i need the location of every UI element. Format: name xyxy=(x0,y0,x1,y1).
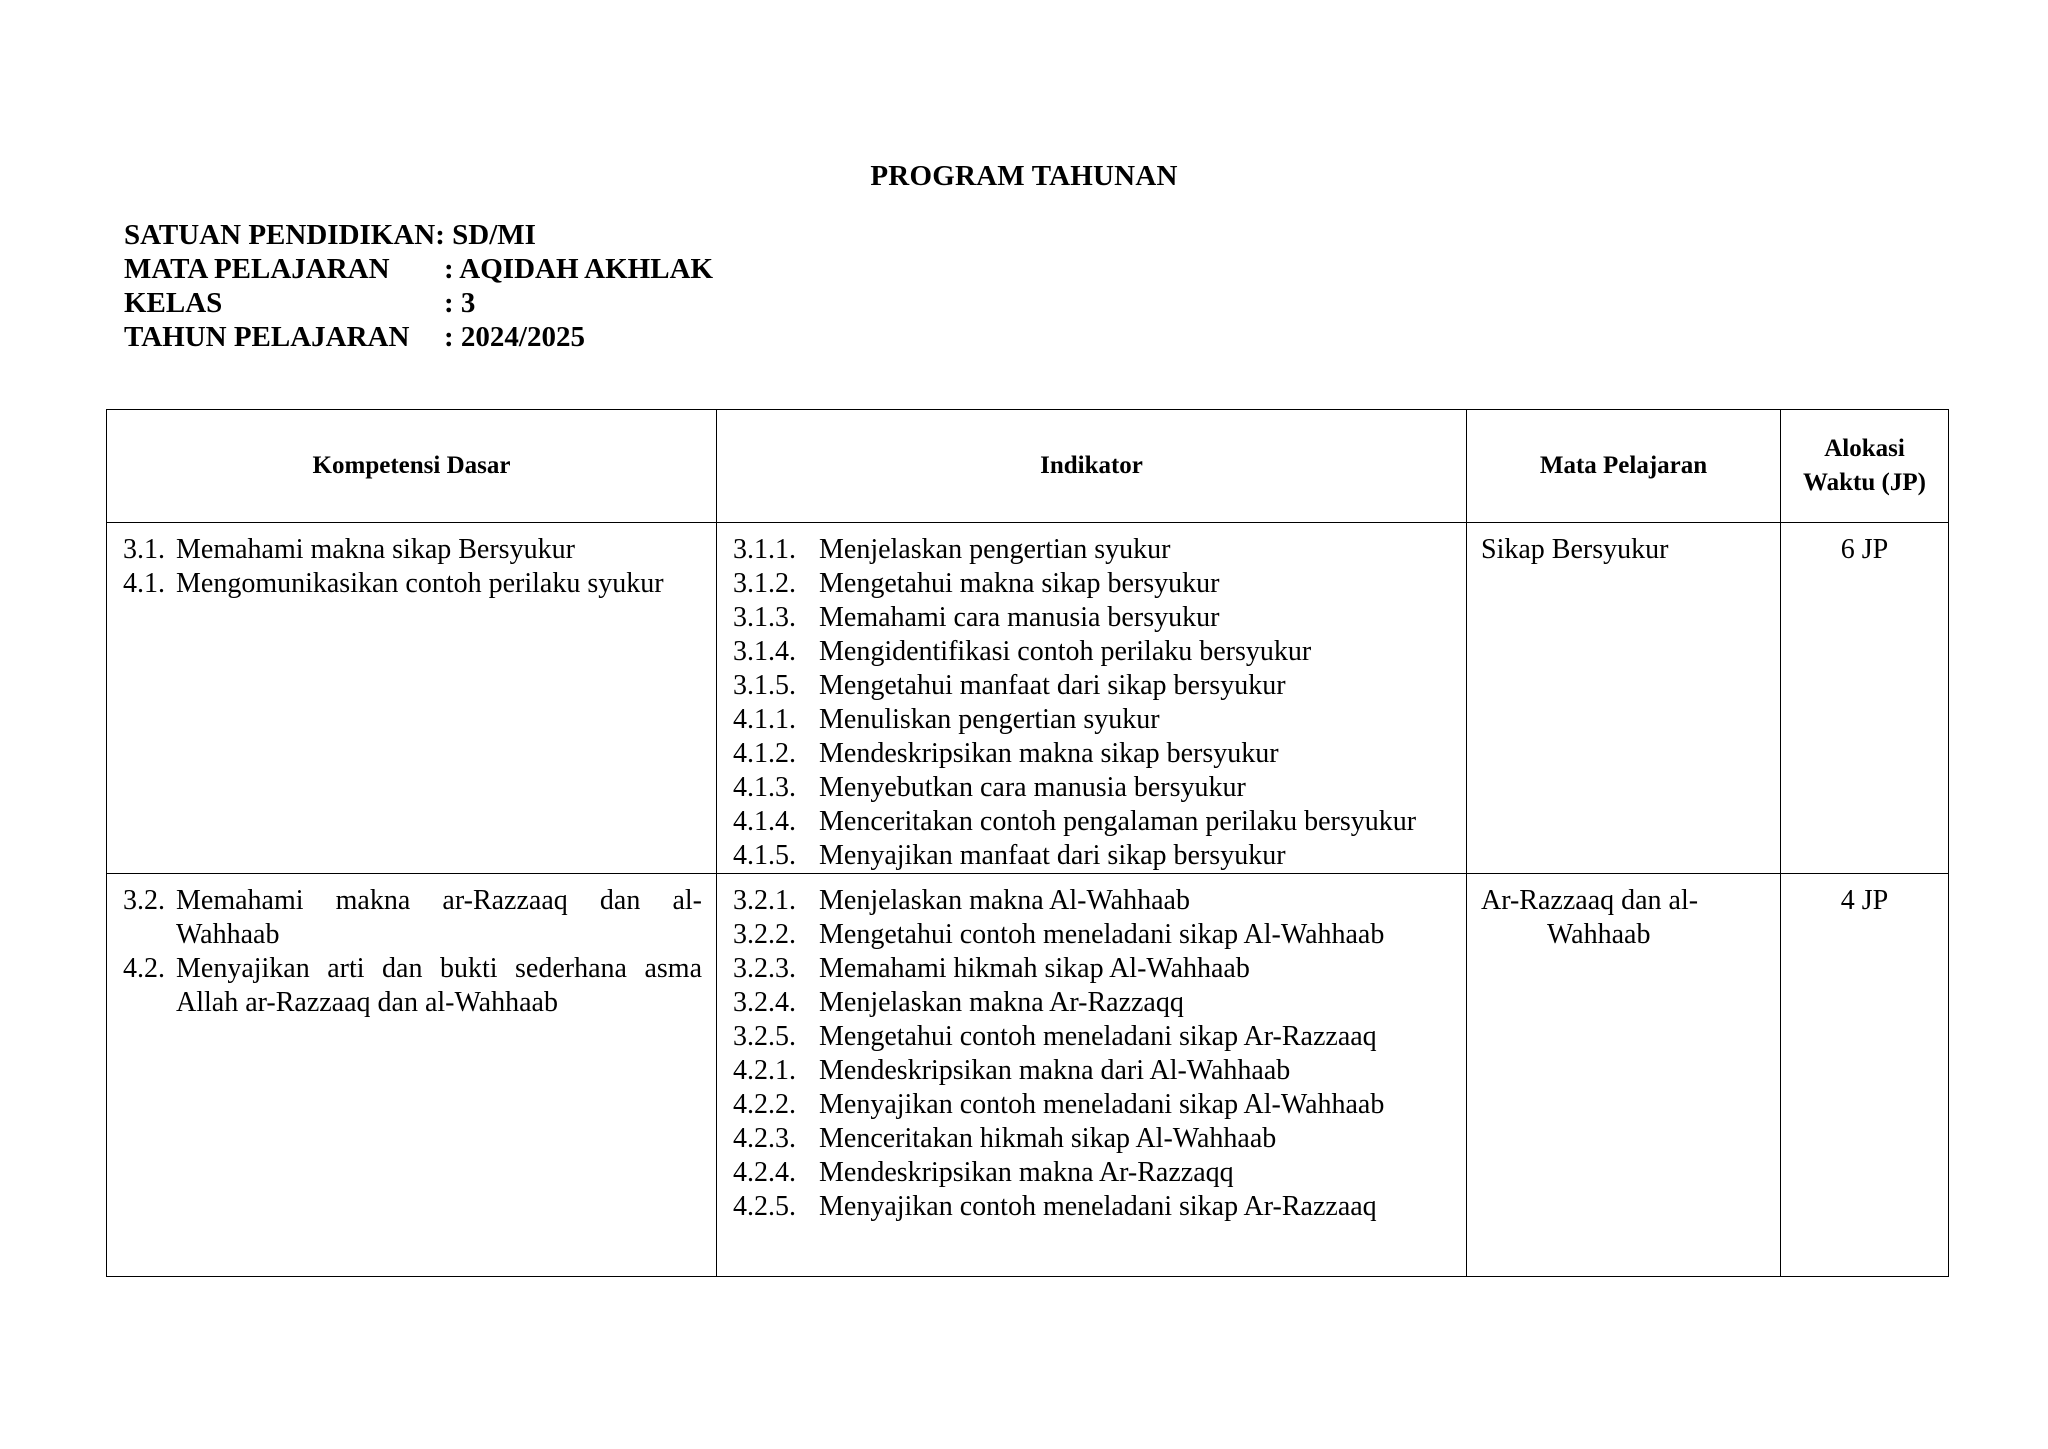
indikator-item xyxy=(733,805,1456,839)
indikator-item xyxy=(733,1088,1456,1122)
document-meta xyxy=(124,218,713,354)
meta-row-mapel xyxy=(124,252,713,286)
indikator-item xyxy=(733,1054,1456,1088)
indikator-number: 4.2.2. xyxy=(733,1089,796,1120)
meta-label-kelas: KELAS xyxy=(124,287,223,319)
table-row xyxy=(107,874,1949,1277)
mata-pelajaran-cell xyxy=(1467,874,1781,1277)
kd-item xyxy=(123,567,702,601)
meta-value-mapel: : AQIDAH AKHLAK xyxy=(444,253,714,285)
kd-text: Memahami makna ar-Razzaaq dan al-Wahhaab xyxy=(176,885,702,950)
mata-pelajaran-cell xyxy=(1467,523,1781,874)
kd-number: 4.1. xyxy=(123,568,165,599)
indikator-text: Menyajikan contoh meneladani sikap Ar-Razzaaq xyxy=(819,1191,1377,1222)
indikator-number: 4.1.5. xyxy=(733,840,796,871)
kd-number: 3.2. xyxy=(123,885,165,916)
indikator-item xyxy=(733,533,1456,567)
indikator-text: Mengetahui makna sikap bersyukur xyxy=(819,568,1220,599)
indikator-number: 3.1.3. xyxy=(733,602,796,633)
kd-item xyxy=(123,533,702,567)
meta-value-satuan: : SD/MI xyxy=(435,219,536,251)
indikator-text: Menjelaskan makna Al-Wahhaab xyxy=(819,885,1190,916)
alokasi-waktu-cell: 4 JP xyxy=(1781,874,1949,1277)
indikator-item xyxy=(733,737,1456,771)
indikator-text: Menuliskan pengertian syukur xyxy=(819,704,1160,735)
indikator-cell xyxy=(717,874,1467,1277)
kd-cell xyxy=(107,523,717,874)
kd-text: Memahami makna sikap Bersyukur xyxy=(176,534,575,565)
indikator-text: Mengetahui manfaat dari sikap bersyukur xyxy=(819,670,1286,701)
indikator-number: 3.1.4. xyxy=(733,636,796,667)
header-kompetensi-dasar: Kompetensi Dasar xyxy=(107,410,717,523)
indikator-number: 4.2.1. xyxy=(733,1055,796,1086)
indikator-item xyxy=(733,952,1456,986)
indikator-text: Mendeskripsikan makna sikap bersyukur xyxy=(819,738,1279,769)
header-indikator: Indikator xyxy=(717,410,1467,523)
indikator-item xyxy=(733,703,1456,737)
kd-item xyxy=(123,952,702,1020)
header-mata-pelajaran: Mata Pelajaran xyxy=(1467,410,1781,523)
indikator-text: Memahami cara manusia bersyukur xyxy=(819,602,1220,633)
indikator-number: 4.1.4. xyxy=(733,806,796,837)
indikator-number: 3.1.2. xyxy=(733,568,796,599)
indikator-text: Menceritakan contoh pengalaman perilaku bersyukur xyxy=(819,806,1417,837)
indikator-text: Menyebutkan cara manusia bersyukur xyxy=(819,772,1246,803)
meta-label-tahun: TAHUN PELAJARAN xyxy=(124,321,410,353)
indikator-item xyxy=(733,567,1456,601)
indikator-item xyxy=(733,1190,1456,1224)
indikator-number: 3.2.1. xyxy=(733,885,796,916)
meta-row-kelas xyxy=(124,286,713,320)
kd-item xyxy=(123,884,702,952)
kd-cell xyxy=(107,874,717,1277)
indikator-text: Memahami hikmah sikap Al-Wahhaab xyxy=(819,953,1250,984)
indikator-number: 4.2.5. xyxy=(733,1191,796,1222)
indikator-text: Mendeskripsikan makna dari Al-Wahhaab xyxy=(819,1055,1291,1086)
meta-label-satuan: SATUAN PENDIDIKAN xyxy=(124,219,436,251)
table-header-row xyxy=(107,410,1949,523)
meta-value-kelas: : 3 xyxy=(444,287,476,319)
alokasi-waktu-cell: 6 JP xyxy=(1781,523,1949,874)
mata-pelajaran-line2: Wahhaab xyxy=(1547,919,1651,950)
kd-number: 4.2. xyxy=(123,953,165,984)
indikator-text: Mendeskripsikan makna Ar-Razzaqq xyxy=(819,1157,1234,1188)
indikator-number: 3.2.5. xyxy=(733,1021,796,1052)
meta-row-satuan xyxy=(124,218,713,252)
indikator-number: 3.2.3. xyxy=(733,953,796,984)
meta-value-tahun: : 2024/2025 xyxy=(444,321,585,353)
indikator-item xyxy=(733,839,1456,873)
indikator-item xyxy=(733,601,1456,635)
kd-number: 3.1. xyxy=(123,534,165,565)
table-row xyxy=(107,523,1949,874)
header-alokasi-line1: Alokasi xyxy=(1824,435,1905,462)
indikator-item xyxy=(733,771,1456,805)
indikator-text: Menyajikan manfaat dari sikap bersyukur xyxy=(819,840,1286,871)
indikator-item xyxy=(733,1122,1456,1156)
header-alokasi-waktu xyxy=(1781,410,1949,523)
mata-pelajaran-line1: Sikap Bersyukur xyxy=(1481,534,1669,565)
indikator-text: Menceritakan hikmah sikap Al-Wahhaab xyxy=(819,1123,1277,1154)
indikator-number: 4.2.3. xyxy=(733,1123,796,1154)
indikator-number: 3.1.1. xyxy=(733,534,796,565)
header-alokasi-line2: Waktu (JP) xyxy=(1803,469,1926,496)
indikator-number: 3.1.5. xyxy=(733,670,796,701)
indikator-number: 4.2.4. xyxy=(733,1157,796,1188)
indikator-item xyxy=(733,1156,1456,1190)
indikator-number: 4.1.1. xyxy=(733,704,796,735)
meta-label-mapel: MATA PELAJARAN xyxy=(124,253,390,285)
indikator-item xyxy=(733,635,1456,669)
mata-pelajaran-line1: Ar-Razzaaq dan al- xyxy=(1481,885,1699,916)
page-title: PROGRAM TAHUNAN xyxy=(870,160,1178,192)
indikator-text: Menjelaskan pengertian syukur xyxy=(819,534,1171,565)
indikator-text: Mengidentifikasi contoh perilaku bersyukur xyxy=(819,636,1312,667)
indikator-number: 4.1.2. xyxy=(733,738,796,769)
indikator-item xyxy=(733,1020,1456,1054)
indikator-item xyxy=(733,986,1456,1020)
indikator-cell xyxy=(717,523,1467,874)
indikator-item xyxy=(733,884,1456,918)
meta-row-tahun xyxy=(124,320,713,354)
kd-text: Mengomunikasikan contoh perilaku syukur xyxy=(176,568,664,599)
indikator-text: Mengetahui contoh meneladani sikap Al-Wahhaab xyxy=(819,919,1385,950)
program-table xyxy=(106,409,1949,1277)
indikator-number: 3.2.2. xyxy=(733,919,796,950)
indikator-text: Mengetahui contoh meneladani sikap Ar-Razzaaq xyxy=(819,1021,1377,1052)
indikator-item xyxy=(733,918,1456,952)
indikator-text: Menyajikan contoh meneladani sikap Al-Wahhaab xyxy=(819,1089,1385,1120)
kd-text: Menyajikan arti dan bukti sederhana asma Allah ar-Razzaaq dan al-Wahhaab xyxy=(176,953,702,1018)
indikator-text: Menjelaskan makna Ar-Razzaqq xyxy=(819,987,1184,1018)
indikator-item xyxy=(733,669,1456,703)
indikator-number: 4.1.3. xyxy=(733,772,796,803)
indikator-number: 3.2.4. xyxy=(733,987,796,1018)
